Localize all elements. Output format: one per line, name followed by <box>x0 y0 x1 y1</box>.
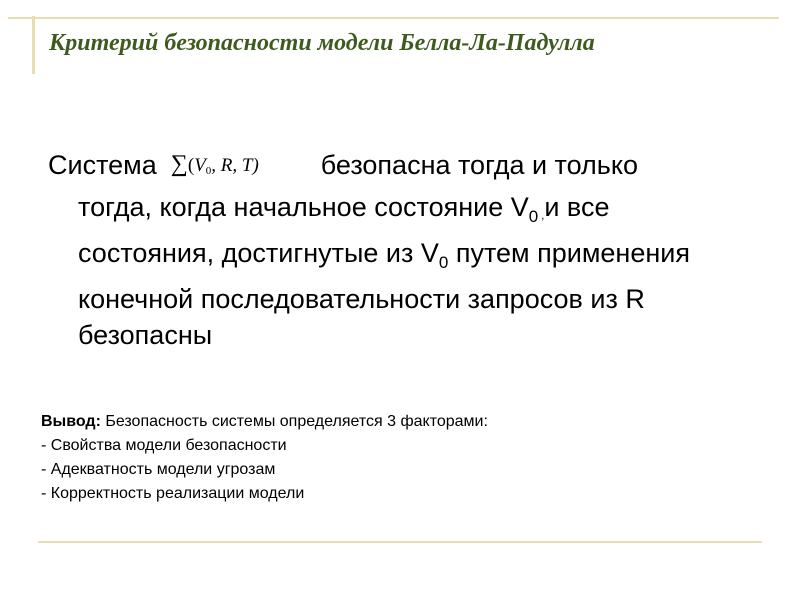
criterion-text: состояния, достигнутые из V <box>78 238 439 268</box>
criterion-text: безопасна тогда и только <box>320 150 638 180</box>
criterion-text: тогда, когда начальное состояние V <box>78 192 529 222</box>
subscript-comma: , <box>538 210 545 222</box>
formula-arguments: , R, T) <box>211 155 259 176</box>
formula-subscript: 0 <box>205 165 212 177</box>
conclusion-text: Безопасность системы определяется 3 факторами: <box>100 413 488 430</box>
criterion-line-5: безопасны <box>78 320 213 350</box>
criterion-text: путем применения <box>448 238 690 268</box>
criterion-line-2 <box>48 189 768 235</box>
conclusion-label: Вывод: <box>41 413 101 430</box>
conclusion-block <box>41 410 488 506</box>
criterion-paragraph <box>48 146 768 353</box>
criterion-line-3 <box>48 235 768 281</box>
conclusion-item: - Свойства модели безопасности <box>41 437 287 454</box>
criterion-line-4: конечной последовательности запросов из R <box>78 284 645 314</box>
top-divider <box>8 17 779 19</box>
system-formula <box>171 146 321 189</box>
subscript: 0 <box>528 207 539 226</box>
conclusion-heading <box>41 410 488 434</box>
sigma-symbol: ∑ <box>170 151 188 177</box>
criterion-line-1 <box>48 146 768 189</box>
criterion-text: Система <box>48 150 157 180</box>
conclusion-item: - Адекватность модели угрозам <box>41 461 276 478</box>
criterion-text: и все <box>544 192 610 222</box>
slide-title: Критерий безопасности модели Белла-Ла-Падулла <box>49 30 595 56</box>
subscript: 0 <box>438 253 449 272</box>
title-accent-bar <box>32 16 35 74</box>
formula-open-paren: ( <box>187 155 195 176</box>
formula-variable-v: V <box>194 155 206 176</box>
conclusion-item: - Корректность реализации модели <box>41 485 305 502</box>
bottom-divider <box>38 541 762 543</box>
